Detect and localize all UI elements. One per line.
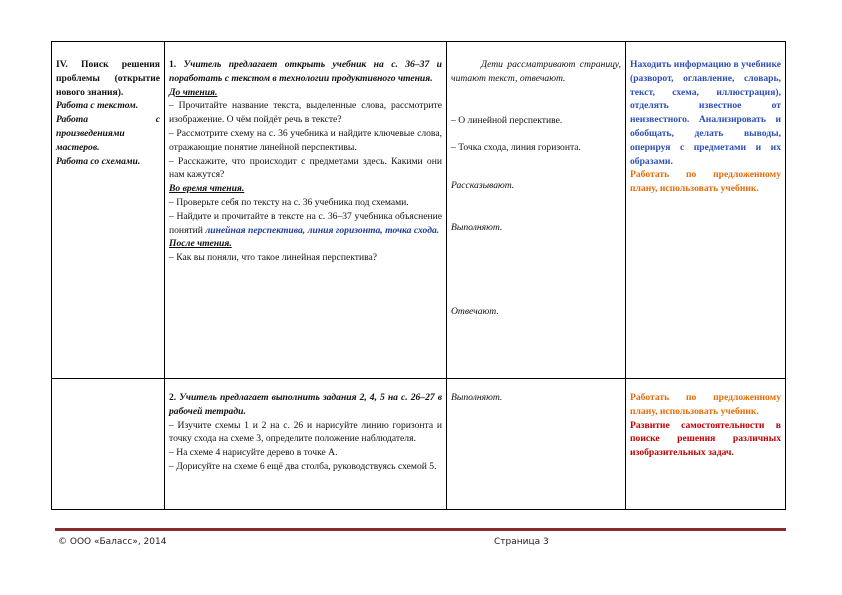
stage-form: Работа со схемами.	[56, 155, 141, 167]
stage-cell	[52, 42, 165, 379]
footer-rule	[55, 528, 786, 531]
students-intro: Дети рассматривают страницу, читают текст, отвечают.	[451, 59, 621, 84]
table-row	[52, 42, 786, 379]
stage-title: IV. Поиск решения проблемы (открытие нового знания).	[56, 59, 160, 98]
footer-page-number: Страница 3	[494, 537, 549, 547]
list-item: – Найдите и прочитайте в тексте на с. 36–37 учебника объяснение понятий линейная перспектива, линия горизонта, точка схода.	[169, 210, 442, 236]
key-terms: линейная перспектива, линия горизонта, точка схода.	[205, 224, 440, 236]
learning-actions-cell	[626, 42, 786, 379]
during-reading-header: Во время чтения.	[169, 183, 245, 195]
list-item: – Рассмотрите схему на с. 36 учебника и найдите ключевые слова, отражающие понятие линейной перспективы.	[169, 127, 442, 153]
list-item: – Изучите схемы 1 и 2 на с. 26 и нарисуйте линию горизонта и точку схода на схеме 3, определите положение наблюдателя.	[169, 419, 442, 445]
stage-cell-empty	[52, 379, 165, 510]
before-reading-header: До чтения.	[169, 86, 218, 98]
task-title: 1. Учитель предлагает открыть учебник на с. 36–37 и поработать с текстом в технологии продуктивного чтения.	[169, 59, 442, 84]
list-item: – Прочитайте название текста, выделенные слова, рассмотрите изображение. О чём пойдёт речь в тексте?	[169, 100, 442, 126]
footer-copyright: © ООО «Баласс», 2014	[58, 537, 167, 547]
stage-form: Работа с текстом.	[56, 100, 139, 112]
students-answer: – Точка схода, линия горизонта.	[451, 142, 581, 154]
learning-actions-cell	[626, 379, 786, 510]
list-item: – Как вы поняли, что такое линейная перспектива?	[169, 252, 378, 264]
after-reading-header: После чтения.	[169, 238, 232, 250]
students-answer: Рассказывают.	[451, 180, 515, 192]
task-title: 2. Учитель предлагает выполнить задания 2, 4, 5 на с. 26–27 в рабочей тетради.	[169, 392, 442, 417]
list-item: – Расскажите, что происходит с предметами здесь. Какими они нам кажутся?	[169, 155, 442, 181]
table-row	[52, 379, 786, 510]
teacher-cell	[165, 379, 447, 510]
students-cell	[447, 379, 626, 510]
students-cell	[447, 42, 626, 379]
lesson-table	[51, 41, 786, 510]
students-answer: Выполняют.	[451, 392, 503, 403]
list-item: – На схеме 4 нарисуйте дерево в точке А.	[169, 447, 338, 459]
students-answer: – О линейной перспективе.	[451, 114, 563, 126]
regulative-actions: Работать по предложенному плану, использовать учебник.	[630, 169, 781, 195]
personal-actions: Развитие самостоятельности в поиске решения различных изобразительных задач.	[630, 419, 781, 459]
list-item: – Дорисуйте на схеме 6 ещё два столба, руководствуясь схемой 5.	[169, 460, 437, 472]
students-answer: Выполняют.	[451, 221, 503, 233]
students-answer: Отвечают.	[451, 305, 499, 317]
stage-form: Работа с произведениями мастеров.	[56, 114, 160, 153]
teacher-cell	[165, 42, 447, 379]
list-item: – Проверьте себя по тексту на с. 36 учебника под схемами.	[169, 196, 409, 208]
regulative-actions: Работать по предложенному плану, использовать учебник.	[630, 392, 781, 417]
cognitive-actions: Находить информацию в учебнике (разворот, оглавление, словарь, текст, схема, иллюстрация), отделять известное от неизвестного. Анализировать и обобщать, делать выводы, оперируя с предметами и их образами.	[630, 59, 781, 167]
